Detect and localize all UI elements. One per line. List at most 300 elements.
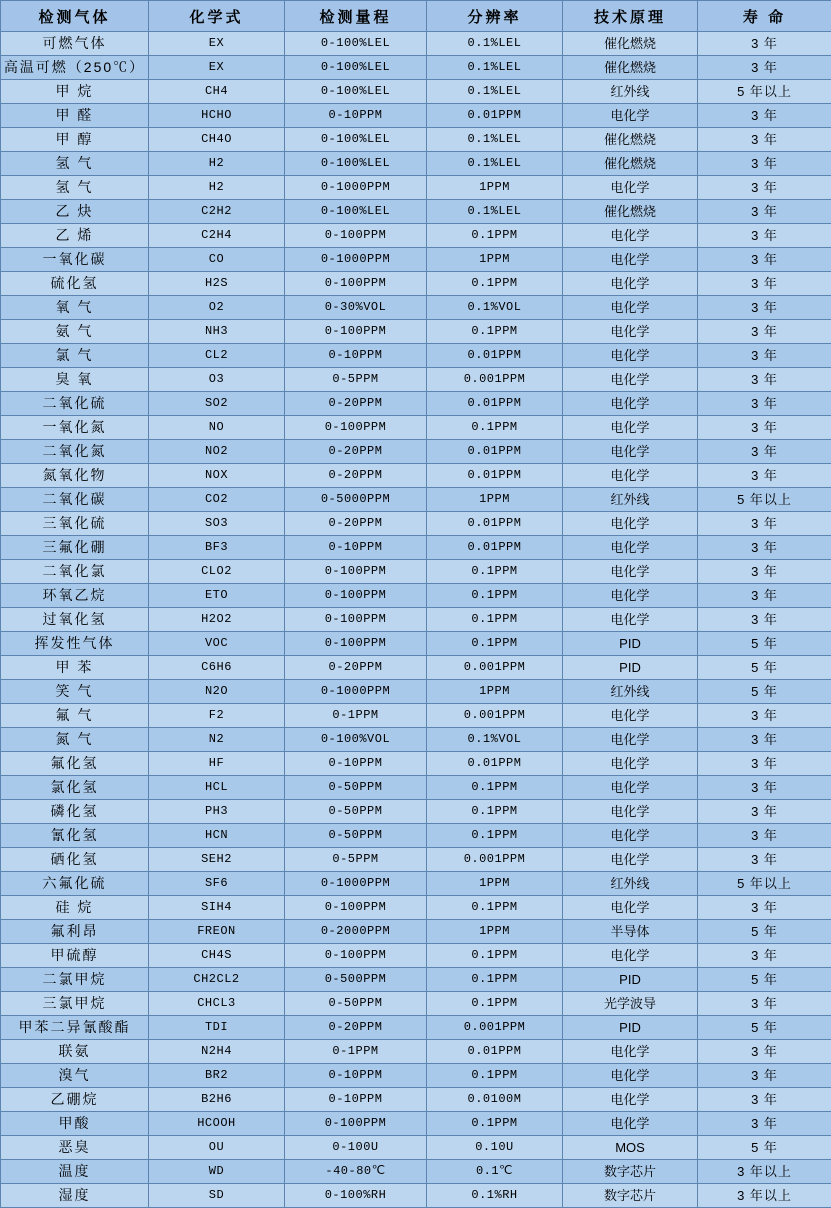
cell-chemical-formula: TDI xyxy=(149,1016,285,1040)
cell-technical-principle: 电化学 xyxy=(563,392,698,416)
table-row xyxy=(1,992,831,1016)
cell-chemical-formula: CH4 xyxy=(149,80,285,104)
cell-chemical-formula: CLO2 xyxy=(149,560,285,584)
table-row xyxy=(1,944,831,968)
cell-gas-name: 氨 气 xyxy=(1,320,149,344)
cell-lifetime: 5 年 xyxy=(698,920,831,944)
table-row xyxy=(1,896,831,920)
cell-detection-range: 0-100PPM xyxy=(285,320,427,344)
cell-technical-principle: 催化燃烧 xyxy=(563,32,698,56)
cell-resolution: 0.1PPM xyxy=(427,944,563,968)
cell-technical-principle: 电化学 xyxy=(563,368,698,392)
cell-technical-principle: 电化学 xyxy=(563,248,698,272)
cell-lifetime: 3 年 xyxy=(698,392,831,416)
cell-resolution: 0.1PPM xyxy=(427,776,563,800)
cell-chemical-formula: VOC xyxy=(149,632,285,656)
cell-chemical-formula: SO2 xyxy=(149,392,285,416)
cell-gas-name: 甲 苯 xyxy=(1,656,149,680)
cell-detection-range: 0-100PPM xyxy=(285,944,427,968)
cell-chemical-formula: CL2 xyxy=(149,344,285,368)
cell-technical-principle: 电化学 xyxy=(563,560,698,584)
table-header xyxy=(1,1,831,32)
cell-chemical-formula: SEH2 xyxy=(149,848,285,872)
cell-resolution: 1PPM xyxy=(427,872,563,896)
cell-resolution: 0.1PPM xyxy=(427,968,563,992)
table-row xyxy=(1,1016,831,1040)
cell-gas-name: 联氨 xyxy=(1,1040,149,1064)
cell-resolution: 0.1%LEL xyxy=(427,56,563,80)
cell-gas-name: 氢 气 xyxy=(1,176,149,200)
cell-resolution: 0.001PPM xyxy=(427,656,563,680)
cell-resolution: 0.01PPM xyxy=(427,536,563,560)
cell-technical-principle: 催化燃烧 xyxy=(563,128,698,152)
table-row xyxy=(1,584,831,608)
cell-lifetime: 5 年 xyxy=(698,968,831,992)
table-row xyxy=(1,800,831,824)
cell-lifetime: 3 年 xyxy=(698,104,831,128)
table-row xyxy=(1,344,831,368)
cell-detection-range: 0-5PPM xyxy=(285,368,427,392)
cell-technical-principle: 红外线 xyxy=(563,680,698,704)
cell-technical-principle: 电化学 xyxy=(563,176,698,200)
cell-technical-principle: 电化学 xyxy=(563,776,698,800)
cell-detection-range: 0-500PPM xyxy=(285,968,427,992)
cell-detection-range: 0-100PPM xyxy=(285,632,427,656)
table-row xyxy=(1,224,831,248)
table-row xyxy=(1,440,831,464)
table-row xyxy=(1,464,831,488)
cell-chemical-formula: C2H4 xyxy=(149,224,285,248)
cell-chemical-formula: HCHO xyxy=(149,104,285,128)
cell-lifetime: 3 年 xyxy=(698,704,831,728)
cell-lifetime: 3 年 xyxy=(698,416,831,440)
cell-chemical-formula: NH3 xyxy=(149,320,285,344)
table-row xyxy=(1,200,831,224)
cell-chemical-formula: CHCL3 xyxy=(149,992,285,1016)
cell-gas-name: 氢 气 xyxy=(1,152,149,176)
cell-chemical-formula: ETO xyxy=(149,584,285,608)
cell-lifetime: 3 年 xyxy=(698,728,831,752)
cell-resolution: 0.01PPM xyxy=(427,752,563,776)
cell-chemical-formula: OU xyxy=(149,1136,285,1160)
cell-resolution: 0.1%VOL xyxy=(427,728,563,752)
cell-resolution: 0.01PPM xyxy=(427,464,563,488)
table-row xyxy=(1,368,831,392)
cell-gas-name: 氧 气 xyxy=(1,296,149,320)
cell-lifetime: 3 年 xyxy=(698,368,831,392)
cell-chemical-formula: N2H4 xyxy=(149,1040,285,1064)
table-row xyxy=(1,680,831,704)
cell-chemical-formula: EX xyxy=(149,56,285,80)
table-row xyxy=(1,1184,831,1208)
cell-detection-range: 0-100%LEL xyxy=(285,32,427,56)
cell-technical-principle: 电化学 xyxy=(563,224,698,248)
cell-lifetime: 3 年以上 xyxy=(698,1160,831,1184)
cell-lifetime: 3 年 xyxy=(698,800,831,824)
cell-chemical-formula: HCN xyxy=(149,824,285,848)
cell-gas-name: 高温可燃（250℃） xyxy=(1,56,149,80)
cell-technical-principle: 电化学 xyxy=(563,1088,698,1112)
cell-resolution: 0.01PPM xyxy=(427,104,563,128)
cell-gas-name: 甲 醇 xyxy=(1,128,149,152)
cell-detection-range: 0-20PPM xyxy=(285,512,427,536)
cell-detection-range: 0-100%LEL xyxy=(285,128,427,152)
cell-resolution: 0.1%LEL xyxy=(427,32,563,56)
table-row xyxy=(1,872,831,896)
cell-lifetime: 3 年 xyxy=(698,176,831,200)
cell-chemical-formula: N2O xyxy=(149,680,285,704)
header-row xyxy=(1,1,831,32)
cell-technical-principle: 催化燃烧 xyxy=(563,152,698,176)
cell-chemical-formula: CO xyxy=(149,248,285,272)
table-row xyxy=(1,320,831,344)
cell-chemical-formula: SIH4 xyxy=(149,896,285,920)
cell-lifetime: 3 年 xyxy=(698,776,831,800)
cell-detection-range: 0-20PPM xyxy=(285,392,427,416)
cell-resolution: 0.0100M xyxy=(427,1088,563,1112)
cell-resolution: 0.001PPM xyxy=(427,848,563,872)
table-body xyxy=(1,32,831,1208)
cell-detection-range: 0-1PPM xyxy=(285,1040,427,1064)
cell-gas-name: 硅 烷 xyxy=(1,896,149,920)
cell-technical-principle: 电化学 xyxy=(563,344,698,368)
cell-lifetime: 5 年 xyxy=(698,1016,831,1040)
cell-resolution: 1PPM xyxy=(427,176,563,200)
cell-resolution: 0.1PPM xyxy=(427,800,563,824)
cell-detection-range: 0-1000PPM xyxy=(285,248,427,272)
cell-resolution: 0.1%LEL xyxy=(427,152,563,176)
cell-chemical-formula: SO3 xyxy=(149,512,285,536)
table-row xyxy=(1,560,831,584)
cell-gas-name: 氟化氢 xyxy=(1,752,149,776)
table-row xyxy=(1,32,831,56)
cell-technical-principle: 电化学 xyxy=(563,104,698,128)
cell-resolution: 0.01PPM xyxy=(427,392,563,416)
cell-resolution: 0.01PPM xyxy=(427,512,563,536)
cell-lifetime: 3 年 xyxy=(698,128,831,152)
cell-lifetime: 3 年 xyxy=(698,320,831,344)
cell-technical-principle: 半导体 xyxy=(563,920,698,944)
cell-gas-name: 湿度 xyxy=(1,1184,149,1208)
cell-detection-range: 0-100%VOL xyxy=(285,728,427,752)
cell-resolution: 0.001PPM xyxy=(427,1016,563,1040)
cell-lifetime: 3 年 xyxy=(698,896,831,920)
table-row xyxy=(1,848,831,872)
cell-technical-principle: 电化学 xyxy=(563,896,698,920)
cell-gas-name: 六氟化硫 xyxy=(1,872,149,896)
cell-gas-name: 一氧化氮 xyxy=(1,416,149,440)
cell-technical-principle: PID xyxy=(563,656,698,680)
cell-detection-range: 0-100%LEL xyxy=(285,80,427,104)
cell-gas-name: 氟 气 xyxy=(1,704,149,728)
cell-technical-principle: PID xyxy=(563,632,698,656)
cell-gas-name: 硒化氢 xyxy=(1,848,149,872)
cell-chemical-formula: BR2 xyxy=(149,1064,285,1088)
table-row xyxy=(1,728,831,752)
cell-gas-name: 挥发性气体 xyxy=(1,632,149,656)
cell-detection-range: 0-100PPM xyxy=(285,584,427,608)
cell-gas-name: 甲 醛 xyxy=(1,104,149,128)
cell-resolution: 0.1PPM xyxy=(427,992,563,1016)
cell-gas-name: 二氧化氯 xyxy=(1,560,149,584)
table-row xyxy=(1,608,831,632)
cell-technical-principle: 电化学 xyxy=(563,584,698,608)
cell-chemical-formula: WD xyxy=(149,1160,285,1184)
cell-technical-principle: 电化学 xyxy=(563,440,698,464)
cell-lifetime: 3 年 xyxy=(698,560,831,584)
cell-chemical-formula: B2H6 xyxy=(149,1088,285,1112)
table-row xyxy=(1,824,831,848)
table-row xyxy=(1,272,831,296)
cell-detection-range: 0-100%LEL xyxy=(285,200,427,224)
cell-detection-range: 0-20PPM xyxy=(285,464,427,488)
cell-chemical-formula: FREON xyxy=(149,920,285,944)
cell-lifetime: 5 年 xyxy=(698,632,831,656)
cell-lifetime: 3 年以上 xyxy=(698,1184,831,1208)
cell-lifetime: 5 年以上 xyxy=(698,80,831,104)
cell-chemical-formula: HF xyxy=(149,752,285,776)
cell-chemical-formula: CH2CL2 xyxy=(149,968,285,992)
cell-resolution: 0.1PPM xyxy=(427,1064,563,1088)
cell-lifetime: 3 年 xyxy=(698,584,831,608)
table-row xyxy=(1,776,831,800)
table-row xyxy=(1,128,831,152)
table-row xyxy=(1,1064,831,1088)
cell-detection-range: 0-10PPM xyxy=(285,104,427,128)
cell-lifetime: 3 年 xyxy=(698,536,831,560)
cell-technical-principle: 红外线 xyxy=(563,872,698,896)
cell-chemical-formula: F2 xyxy=(149,704,285,728)
cell-technical-principle: 电化学 xyxy=(563,1064,698,1088)
cell-resolution: 0.01PPM xyxy=(427,344,563,368)
cell-lifetime: 3 年 xyxy=(698,464,831,488)
table-row xyxy=(1,704,831,728)
cell-detection-range: 0-1000PPM xyxy=(285,872,427,896)
cell-gas-name: 氟利昂 xyxy=(1,920,149,944)
cell-lifetime: 3 年 xyxy=(698,608,831,632)
cell-gas-name: 三氯甲烷 xyxy=(1,992,149,1016)
table-row xyxy=(1,968,831,992)
cell-gas-name: 氮 气 xyxy=(1,728,149,752)
cell-chemical-formula: SD xyxy=(149,1184,285,1208)
column-header-resolution: 分辨率 xyxy=(427,1,563,32)
cell-chemical-formula: H2S xyxy=(149,272,285,296)
cell-detection-range: 0-20PPM xyxy=(285,1016,427,1040)
cell-technical-principle: 电化学 xyxy=(563,800,698,824)
cell-technical-principle: 电化学 xyxy=(563,824,698,848)
cell-lifetime: 3 年 xyxy=(698,248,831,272)
cell-gas-name: 甲 烷 xyxy=(1,80,149,104)
cell-resolution: 0.10U xyxy=(427,1136,563,1160)
table-row xyxy=(1,248,831,272)
cell-resolution: 0.1℃ xyxy=(427,1160,563,1184)
cell-lifetime: 3 年 xyxy=(698,1088,831,1112)
cell-detection-range: 0-50PPM xyxy=(285,824,427,848)
cell-resolution: 0.1%VOL xyxy=(427,296,563,320)
cell-gas-name: 一氧化碳 xyxy=(1,248,149,272)
cell-technical-principle: 数字芯片 xyxy=(563,1160,698,1184)
table-row xyxy=(1,152,831,176)
table-row xyxy=(1,1136,831,1160)
cell-resolution: 0.1PPM xyxy=(427,824,563,848)
column-header-principle: 技术原理 xyxy=(563,1,698,32)
cell-gas-name: 磷化氢 xyxy=(1,800,149,824)
cell-technical-principle: 红外线 xyxy=(563,80,698,104)
cell-lifetime: 3 年 xyxy=(698,344,831,368)
cell-detection-range: 0-50PPM xyxy=(285,776,427,800)
cell-resolution: 0.01PPM xyxy=(427,440,563,464)
cell-technical-principle: 电化学 xyxy=(563,944,698,968)
cell-technical-principle: 电化学 xyxy=(563,1112,698,1136)
cell-technical-principle: 电化学 xyxy=(563,704,698,728)
cell-gas-name: 温度 xyxy=(1,1160,149,1184)
cell-gas-name: 恶臭 xyxy=(1,1136,149,1160)
column-header-lifetime: 寿 命 xyxy=(698,1,831,32)
column-header-gas: 检测气体 xyxy=(1,1,149,32)
cell-lifetime: 5 年 xyxy=(698,1136,831,1160)
cell-resolution: 0.001PPM xyxy=(427,704,563,728)
cell-gas-name: 甲苯二异氰酸酯 xyxy=(1,1016,149,1040)
cell-technical-principle: 电化学 xyxy=(563,416,698,440)
cell-chemical-formula: NOX xyxy=(149,464,285,488)
cell-resolution: 0.1%LEL xyxy=(427,200,563,224)
cell-gas-name: 氯化氢 xyxy=(1,776,149,800)
cell-gas-name: 氯 气 xyxy=(1,344,149,368)
cell-technical-principle: 电化学 xyxy=(563,296,698,320)
cell-chemical-formula: O3 xyxy=(149,368,285,392)
cell-detection-range: 0-100PPM xyxy=(285,1112,427,1136)
cell-gas-name: 乙 炔 xyxy=(1,200,149,224)
table-row xyxy=(1,416,831,440)
cell-resolution: 1PPM xyxy=(427,920,563,944)
cell-lifetime: 3 年 xyxy=(698,224,831,248)
cell-chemical-formula: N2 xyxy=(149,728,285,752)
cell-gas-name: 二氧化硫 xyxy=(1,392,149,416)
cell-resolution: 0.1PPM xyxy=(427,584,563,608)
column-header-formula: 化学式 xyxy=(149,1,285,32)
cell-resolution: 0.1PPM xyxy=(427,632,563,656)
cell-detection-range: 0-10PPM xyxy=(285,536,427,560)
cell-gas-name: 乙硼烷 xyxy=(1,1088,149,1112)
cell-detection-range: 0-10PPM xyxy=(285,344,427,368)
cell-lifetime: 3 年 xyxy=(698,296,831,320)
table-row xyxy=(1,1088,831,1112)
cell-gas-name: 过氧化氢 xyxy=(1,608,149,632)
cell-lifetime: 3 年 xyxy=(698,272,831,296)
cell-detection-range: 0-10PPM xyxy=(285,1088,427,1112)
cell-detection-range: 0-10PPM xyxy=(285,752,427,776)
cell-lifetime: 5 年 xyxy=(698,680,831,704)
cell-detection-range: 0-50PPM xyxy=(285,992,427,1016)
cell-resolution: 0.1PPM xyxy=(427,320,563,344)
cell-detection-range: 0-100%LEL xyxy=(285,56,427,80)
cell-detection-range: 0-30%VOL xyxy=(285,296,427,320)
cell-technical-principle: 电化学 xyxy=(563,464,698,488)
cell-resolution: 0.1PPM xyxy=(427,608,563,632)
cell-lifetime: 3 年 xyxy=(698,152,831,176)
cell-detection-range: 0-20PPM xyxy=(285,440,427,464)
table-row xyxy=(1,488,831,512)
cell-detection-range: 0-5000PPM xyxy=(285,488,427,512)
cell-resolution: 0.001PPM xyxy=(427,368,563,392)
cell-technical-principle: 电化学 xyxy=(563,512,698,536)
cell-chemical-formula: H2 xyxy=(149,152,285,176)
cell-chemical-formula: NO xyxy=(149,416,285,440)
cell-resolution: 0.1PPM xyxy=(427,272,563,296)
cell-detection-range: 0-100U xyxy=(285,1136,427,1160)
cell-resolution: 0.01PPM xyxy=(427,1040,563,1064)
cell-detection-range: 0-100PPM xyxy=(285,416,427,440)
cell-gas-name: 乙 烯 xyxy=(1,224,149,248)
cell-chemical-formula: H2 xyxy=(149,176,285,200)
table-row xyxy=(1,1040,831,1064)
cell-gas-name: 氰化氢 xyxy=(1,824,149,848)
cell-chemical-formula: NO2 xyxy=(149,440,285,464)
cell-lifetime: 3 年 xyxy=(698,32,831,56)
cell-lifetime: 3 年 xyxy=(698,440,831,464)
cell-chemical-formula: BF3 xyxy=(149,536,285,560)
cell-technical-principle: 催化燃烧 xyxy=(563,200,698,224)
cell-lifetime: 3 年 xyxy=(698,200,831,224)
cell-technical-principle: MOS xyxy=(563,1136,698,1160)
cell-detection-range: 0-100PPM xyxy=(285,560,427,584)
cell-gas-name: 三氟化硼 xyxy=(1,536,149,560)
table-row xyxy=(1,752,831,776)
cell-resolution: 0.1%LEL xyxy=(427,80,563,104)
cell-technical-principle: 电化学 xyxy=(563,752,698,776)
cell-chemical-formula: SF6 xyxy=(149,872,285,896)
table-row xyxy=(1,1160,831,1184)
cell-chemical-formula: CO2 xyxy=(149,488,285,512)
cell-technical-principle: PID xyxy=(563,968,698,992)
cell-gas-name: 二氧化碳 xyxy=(1,488,149,512)
table-row xyxy=(1,80,831,104)
cell-detection-range: 0-50PPM xyxy=(285,800,427,824)
cell-gas-name: 臭 氧 xyxy=(1,368,149,392)
cell-resolution: 0.1PPM xyxy=(427,1112,563,1136)
table-row xyxy=(1,536,831,560)
cell-chemical-formula: C2H2 xyxy=(149,200,285,224)
cell-gas-name: 甲硫醇 xyxy=(1,944,149,968)
cell-chemical-formula: HCOOH xyxy=(149,1112,285,1136)
cell-gas-name: 甲酸 xyxy=(1,1112,149,1136)
cell-technical-principle: 电化学 xyxy=(563,272,698,296)
cell-gas-name: 硫化氢 xyxy=(1,272,149,296)
cell-detection-range: 0-100%LEL xyxy=(285,152,427,176)
cell-lifetime: 3 年 xyxy=(698,848,831,872)
cell-chemical-formula: PH3 xyxy=(149,800,285,824)
cell-lifetime: 3 年 xyxy=(698,1112,831,1136)
cell-lifetime: 3 年 xyxy=(698,512,831,536)
cell-detection-range: 0-100PPM xyxy=(285,608,427,632)
cell-lifetime: 5 年以上 xyxy=(698,872,831,896)
cell-resolution: 0.1PPM xyxy=(427,896,563,920)
cell-chemical-formula: CH4O xyxy=(149,128,285,152)
cell-resolution: 0.1PPM xyxy=(427,416,563,440)
table-row xyxy=(1,632,831,656)
cell-resolution: 0.1PPM xyxy=(427,560,563,584)
cell-chemical-formula: HCL xyxy=(149,776,285,800)
cell-technical-principle: 电化学 xyxy=(563,608,698,632)
cell-technical-principle: 电化学 xyxy=(563,1040,698,1064)
cell-detection-range: 0-100PPM xyxy=(285,896,427,920)
cell-gas-name: 溴气 xyxy=(1,1064,149,1088)
cell-lifetime: 3 年 xyxy=(698,1040,831,1064)
cell-resolution: 1PPM xyxy=(427,680,563,704)
cell-gas-name: 可燃气体 xyxy=(1,32,149,56)
cell-detection-range: 0-100PPM xyxy=(285,272,427,296)
table-row xyxy=(1,56,831,80)
